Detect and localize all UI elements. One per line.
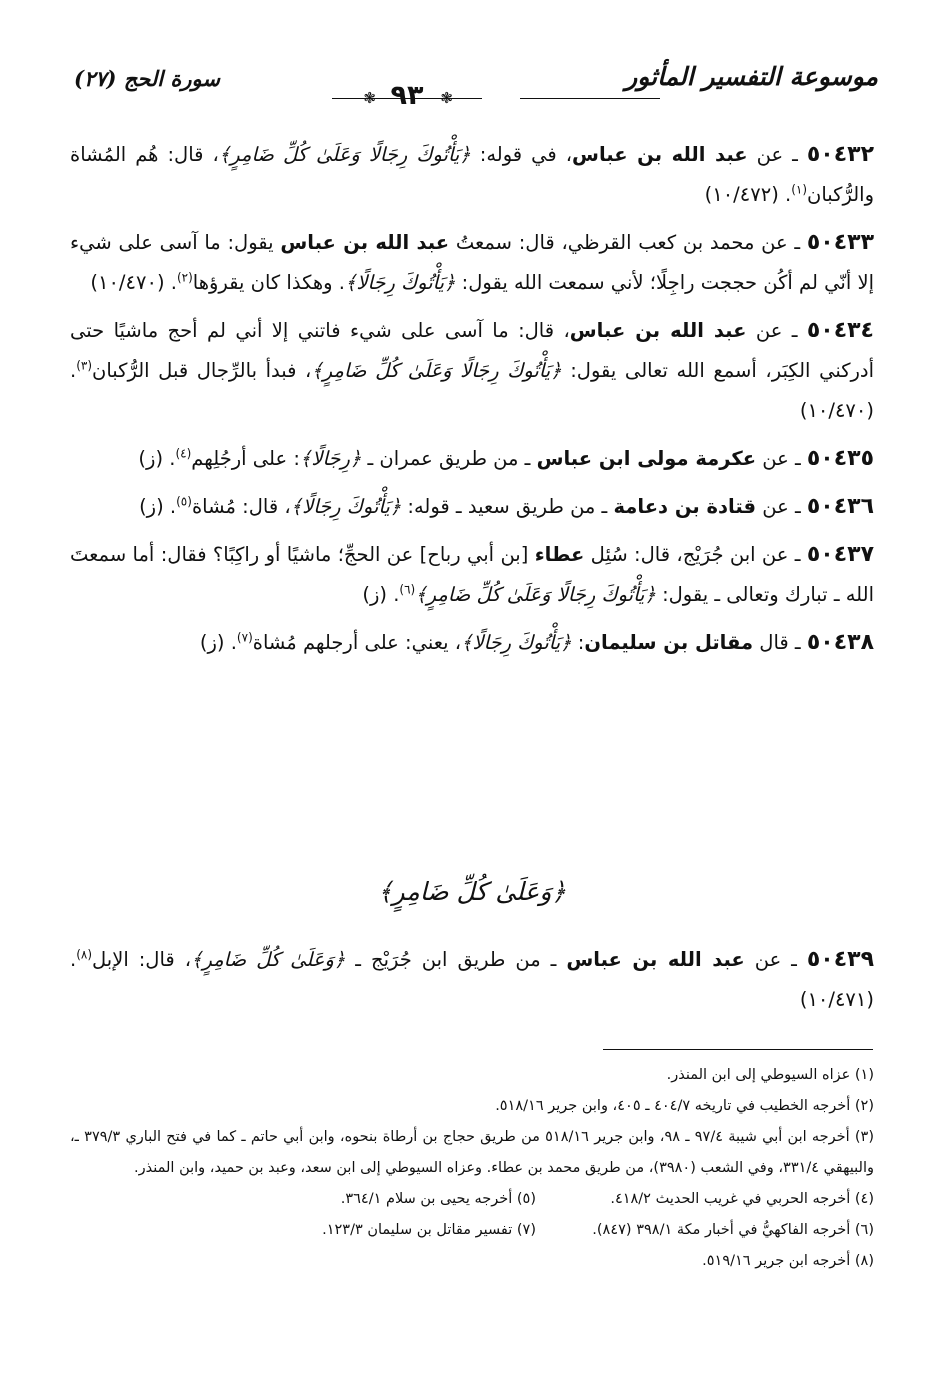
- narration-number: ٥٠٤٣٩: [806, 947, 874, 972]
- footnote-2: (٢) أخرجه الخطيب في تاريخه ٤٠٤/٧ ـ ٤٠٥، وابن جرير ٥١٨/١٦.: [495, 1098, 874, 1114]
- narration-text: . (١٠/٤٧١): [70, 948, 874, 1011]
- header-rule-left: [332, 98, 482, 99]
- footnote-3: (٣) أخرجه ابن أبي شيبة ٩٧/٤ ـ ٩٨، وابن جرير ٥١٨/١٦ من طريق حجاج بن أرطاة بنحوه، وابن أبي حاتم ـ كما في فتح الباري ٣٧٩/٣ ـ، والبيهقي ٣٣١/٤، وفي الشعب (٣٩٨٠)، من طريق محمد بن عطاء. وعزاه السيوطي إلى ابن سعد، وعبد بن حميد، وابن المنذر.: [70, 1129, 874, 1176]
- narrator-name: قتادة بن دعامة: [613, 495, 757, 518]
- narrator-name: مقاتل بن سليمان: [584, 631, 754, 654]
- narration-entry: [70, 940, 874, 1020]
- narration-entry: [70, 623, 874, 663]
- narration-text: ، قال: هُم المُشاة والرُّكبان: [70, 143, 874, 206]
- narrator-name: عبد الله بن عباس: [566, 948, 745, 971]
- narration-text: . وهكذا كان يقرؤها: [192, 271, 345, 294]
- narration-text: . (ز): [138, 447, 176, 470]
- narration-entry: [70, 487, 874, 527]
- quran-quote: ﴿رِجَالًا﴾: [299, 447, 362, 470]
- footnote-divider: [603, 1049, 873, 1050]
- narration-text: ـ من طريق سعيد ـ قوله:: [401, 495, 614, 518]
- narration-text: ، يعني: على أرجلهم مُشاة: [252, 631, 462, 654]
- narration-entry: [70, 311, 874, 431]
- narration-text: ، في قوله:: [470, 143, 573, 166]
- footnote-ref: (٣): [76, 358, 93, 373]
- narration-text: ـ من طريق عمران ـ: [361, 447, 537, 470]
- footnote-ref: (٥): [176, 494, 192, 509]
- narration-text: ، قال: الإبل: [92, 948, 192, 971]
- surah-label: سورة الحج (٢٧): [74, 66, 220, 91]
- quran-quote: ﴿يَأْتُوكَ رِجَالًا﴾: [344, 271, 456, 294]
- narration-text: ـ عن ابن جُرَيْج، قال: سُئِل: [584, 543, 807, 566]
- footnote-8: (٨) أخرجه ابن جرير ٥١٩/١٦.: [702, 1253, 874, 1269]
- quran-quote: ﴿وَعَلَىٰ كُلِّ ضَامِرٍ﴾: [191, 948, 346, 971]
- narration-number: ٥٠٤٣٢: [806, 142, 875, 167]
- narration-entry: [70, 135, 874, 215]
- narration-text: ـ عن: [756, 447, 807, 470]
- narration-number: ٥٠٤٣٧: [806, 542, 874, 567]
- footnote-ref: (٨): [76, 947, 93, 962]
- footnote-7: (٧) تفسير مقاتل بن سليمان ١٢٣/٣.: [322, 1222, 536, 1238]
- narration-text: . (١٠/٤٧٢): [704, 183, 792, 206]
- book-title: موسوعة التفسير المأثور: [625, 62, 878, 91]
- narration-text: ـ عن محمد بن كعب القرظي، قال: سمعتُ: [449, 231, 807, 254]
- narration-entry: [70, 439, 874, 479]
- narration-text: . (ز): [199, 631, 237, 654]
- page-header: [70, 60, 878, 112]
- narrator-name: عبد الله بن عباس: [572, 143, 748, 166]
- narration-entry: [70, 223, 874, 303]
- narration-text: يقول: ما آسى على شيء إلا أنّي لم أكُن حججت راجِلًا؛ لأني سمعت الله يقول:: [70, 231, 874, 294]
- page-number: ٩٣: [390, 80, 424, 111]
- narrator-name: عبد الله بن عباس: [569, 319, 747, 342]
- quran-quote: ﴿يَأْتُوكَ رِجَالًا وَعَلَىٰ كُلِّ ضَامِرٍ﴾: [415, 583, 656, 606]
- narration-text: :: [571, 631, 585, 654]
- narration-list: [70, 135, 874, 671]
- quran-quote: ﴿يَأْتُوكَ رِجَالًا وَعَلَىٰ كُلِّ ضَامِرٍ﴾: [311, 359, 562, 382]
- narration-text: ، قال: مُشاة: [191, 495, 291, 518]
- narration-text: ـ عن: [756, 495, 807, 518]
- footnotes: [70, 1060, 874, 1277]
- quran-quote: ﴿يَأْتُوكَ رِجَالًا وَعَلَىٰ كُلِّ ضَامِرٍ﴾: [218, 143, 471, 166]
- narration-text: ـ قال: [753, 631, 807, 654]
- footnote-4: (٤) أخرجه الحربي في غريب الحديث ٤١٨/٢.: [610, 1191, 874, 1207]
- footnote-row: [70, 1215, 874, 1246]
- footnote-ref: (٦): [399, 582, 416, 597]
- footnote-ref: (٤): [175, 446, 192, 461]
- ornament-icon: ❃: [440, 89, 453, 107]
- narration-text: ـ عن: [747, 143, 807, 166]
- header-rule-right: [520, 98, 660, 99]
- narration-text: ـ عن: [746, 319, 807, 342]
- narration-text: ، قال: ما آسى على شيء فاتني إلا أني لم أحج ماشيًا حتى أدركني الكِبَر، أسمع الله تعالى يقول:: [70, 319, 875, 382]
- narrator-name: عطاء: [534, 543, 585, 566]
- narration-list: [70, 940, 874, 1028]
- narration-number: ٥٠٤٣٨: [806, 630, 874, 655]
- narration-text: ـ عن: [744, 948, 807, 971]
- narrator-name: عكرمة مولى ابن عباس: [536, 447, 757, 470]
- narration-text: ـ من طريق ابن جُرَيْج ـ: [345, 948, 567, 971]
- narration-text: . (ز): [139, 495, 177, 518]
- quran-quote: ﴿يَأْتُوكَ رِجَالًا﴾: [461, 631, 572, 654]
- footnote-row: [70, 1184, 874, 1215]
- footnote-1: (١) عزاه السيوطي إلى ابن المنذر.: [666, 1067, 874, 1083]
- footnote-5: (٥) أخرجه يحيى بن سلام ٣٦٤/١.: [340, 1191, 536, 1207]
- quran-quote: ﴿يَأْتُوكَ رِجَالًا﴾: [290, 495, 402, 518]
- narration-text: . (ز): [362, 583, 400, 606]
- narrator-name: عبد الله بن عباس: [280, 231, 450, 254]
- narration-text: . (١٠/٤٧٠): [70, 359, 874, 422]
- narration-text: . (١٠/٤٧٠): [90, 271, 177, 294]
- footnote-6: (٦) أخرجه الفاكهيُّ في أخبار مكة ٣٩٨/١ (٨٤٧).: [592, 1222, 874, 1238]
- footnote-ref: (٢): [176, 270, 193, 285]
- narration-text: [بن أبي رباح] عن الحجِّ؛ ماشيًا أو راكِبًا؟ فقال: أما سمعتَ الله ـ تبارك وتعالى ـ يقول:: [70, 543, 874, 606]
- section-heading: ﴿وَعَلَىٰ كُلِّ ضَامِرٍ﴾: [377, 877, 567, 906]
- narration-number: ٥٠٤٣٥: [806, 446, 874, 471]
- narration-text: ، فبدأ بالرِّجال قبل الرُّكبان: [92, 359, 312, 382]
- narration-number: ٥٠٤٣٣: [806, 230, 874, 255]
- ornament-icon: ❃: [363, 89, 376, 107]
- footnote-ref: (٧): [236, 630, 253, 645]
- narration-number: ٥٠٤٣٦: [806, 494, 874, 519]
- footnote-ref: (١): [791, 182, 808, 197]
- narration-text: : على أرجُلِهم: [191, 447, 300, 470]
- narration-number: ٥٠٤٣٤: [806, 318, 874, 343]
- narration-entry: [70, 535, 874, 615]
